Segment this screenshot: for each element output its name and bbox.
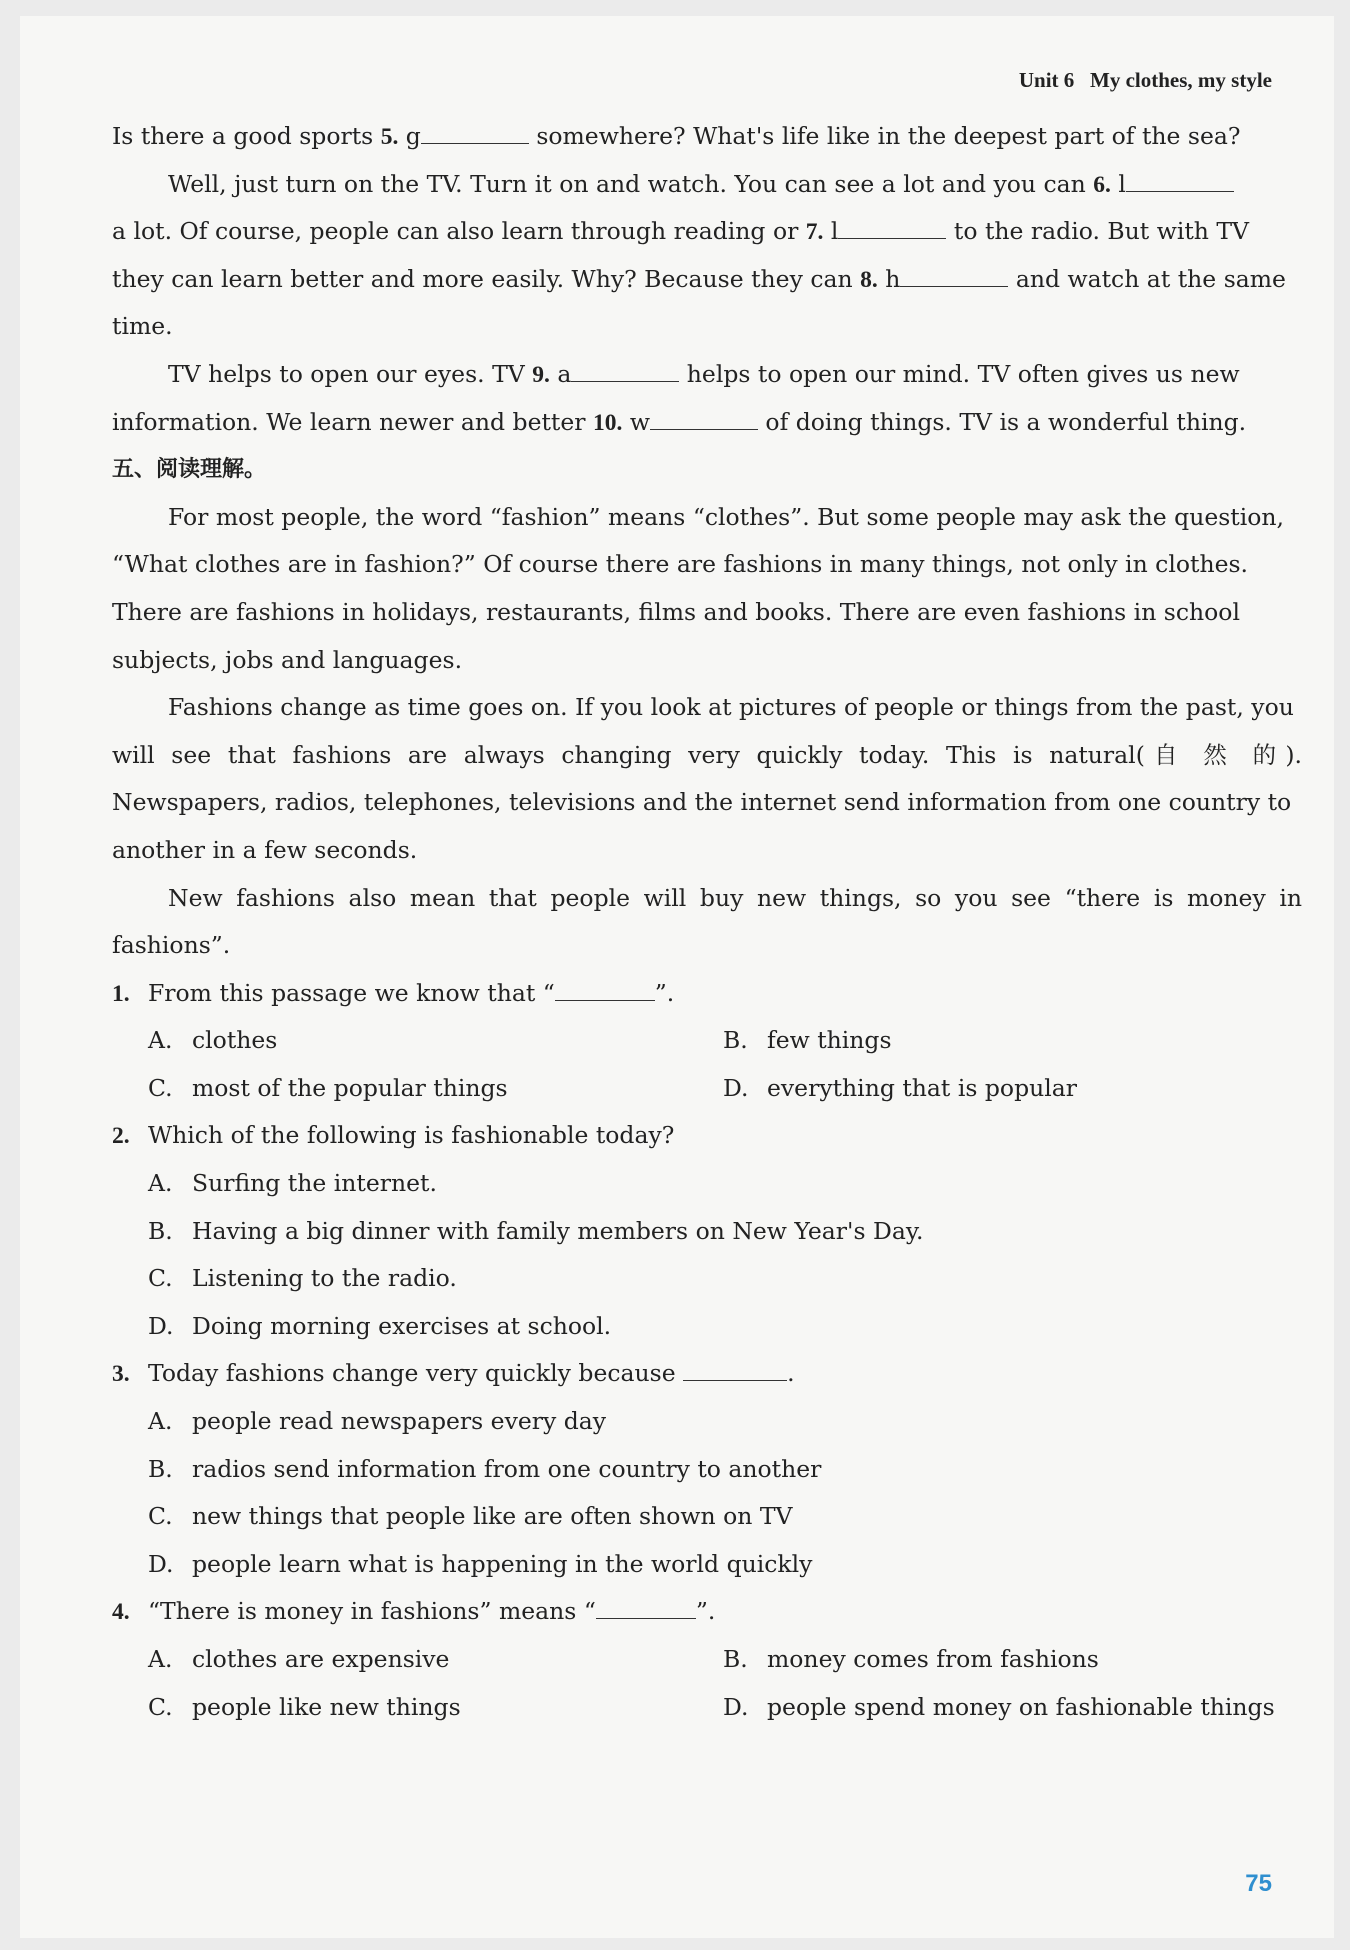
answer-blank[interactable] (596, 1596, 696, 1619)
passage-line: “What clothes are in fashion?” Of course there are fashions in many things, not only in clothes. (112, 550, 1249, 579)
blank-number: 5. (380, 124, 399, 150)
blank-number: 9. (532, 361, 550, 388)
passage-line: For most people, the word “fashion” means “clothes”. But some people may ask the question, (168, 502, 1285, 531)
option-d[interactable]: D. people spend money on fashionable things (723, 1692, 1275, 1721)
option-c[interactable]: C. most of the popular things (148, 1073, 508, 1102)
blank-number: 10. (592, 409, 623, 436)
blank-number: 8. (860, 266, 878, 293)
cloze-line: time. (112, 312, 173, 341)
cloze-line: they can learn better and more easily. Why? Because they can 8. h and watch at the same (112, 264, 1286, 293)
cloze-line: a lot. Of course, people can also learn through reading or 7. l to the radio. But with TV (112, 217, 1250, 246)
option-row (112, 1065, 1302, 1113)
passage-line: Newspapers, radios, telephones, televisions and the internet send information from one country to (112, 788, 1292, 817)
passage-line: will see that fashions are always changing very quickly today. This is natural(自 然 的). (112, 740, 1302, 769)
cloze-line: TV helps to open our eyes. TV 9. a helps to open our mind. TV often gives us new (168, 359, 1240, 388)
question-2: 2. Which of the following is fashionable today? (112, 1121, 675, 1150)
option-d[interactable]: D. everything that is popular (723, 1073, 1078, 1102)
option-c[interactable]: C. new things that people like are often shown on TV (148, 1502, 793, 1531)
option-a[interactable]: A. Surfing the internet. (148, 1169, 437, 1198)
answer-blank[interactable] (838, 216, 946, 239)
page-content (112, 113, 1302, 1731)
passage-line: another in a few seconds. (112, 835, 418, 864)
cloze-line: information. We learn newer and better 10. w of doing things. TV is a wonderful thing. (112, 407, 1247, 436)
answer-blank[interactable] (555, 978, 655, 1001)
answer-blank[interactable] (683, 1358, 787, 1381)
option-a[interactable]: A. clothes are expensive (148, 1645, 450, 1673)
option-b[interactable]: B. few things (723, 1026, 892, 1055)
blank-number: 6. (1093, 171, 1111, 198)
option-d[interactable]: D. people learn what is happening in the world quickly (148, 1549, 813, 1578)
passage-line: Fashions change as time goes on. If you look at pictures of people or things from the past, you (168, 693, 1294, 722)
question-1: 1. From this passage we know that “ ”. (112, 978, 675, 1007)
option-a[interactable]: A. clothes (148, 1026, 278, 1055)
answer-blank[interactable] (571, 359, 679, 382)
passage-line: There are fashions in holidays, restaurants, films and books. There are even fashions in school (112, 597, 1240, 626)
option-b[interactable]: B. Having a big dinner with family members on New Year's Day. (148, 1216, 924, 1245)
option-d[interactable]: D. Doing morning exercises at school. (148, 1311, 612, 1340)
passage-line: subjects, jobs and languages. (112, 645, 463, 674)
page-number: 75 (1245, 1870, 1272, 1897)
option-row (112, 1636, 1302, 1684)
cloze-line: Is there a good sports 5. g somewhere? What's life like in the deepest part of the sea? (112, 122, 1241, 150)
option-b[interactable]: B. radios send information from one country to another (148, 1454, 822, 1483)
unit-header: Unit 6 My clothes, my style (1018, 68, 1272, 92)
option-row (112, 1017, 1302, 1065)
option-c[interactable]: C. people like new things (148, 1692, 461, 1721)
option-b[interactable]: B. money comes from fashions (723, 1645, 1099, 1673)
answer-blank[interactable] (900, 264, 1008, 287)
answer-blank[interactable] (1126, 169, 1234, 192)
question-4: 4. “There is money in fashions” means “ ”. (112, 1597, 716, 1626)
option-c[interactable]: C. Listening to the radio. (148, 1264, 457, 1293)
section-heading: 五、阅读理解。 (112, 457, 267, 483)
cloze-line: Well, just turn on the TV. Turn it on and watch. You can see a lot and you can 6. l (112, 161, 1302, 209)
passage-line: fashions”. (112, 931, 231, 960)
blank-number: 7. (805, 219, 824, 246)
answer-blank[interactable] (421, 121, 529, 144)
passage-line: New fashions also mean that people will buy new things, so you see “there is money in (168, 883, 1302, 912)
option-row (112, 1684, 1302, 1732)
worksheet-page (20, 16, 1334, 1938)
answer-blank[interactable] (650, 407, 758, 430)
question-3: 3. Today fashions change very quickly because . (112, 1359, 795, 1388)
option-a[interactable]: A. people read newspapers every day (148, 1407, 607, 1436)
